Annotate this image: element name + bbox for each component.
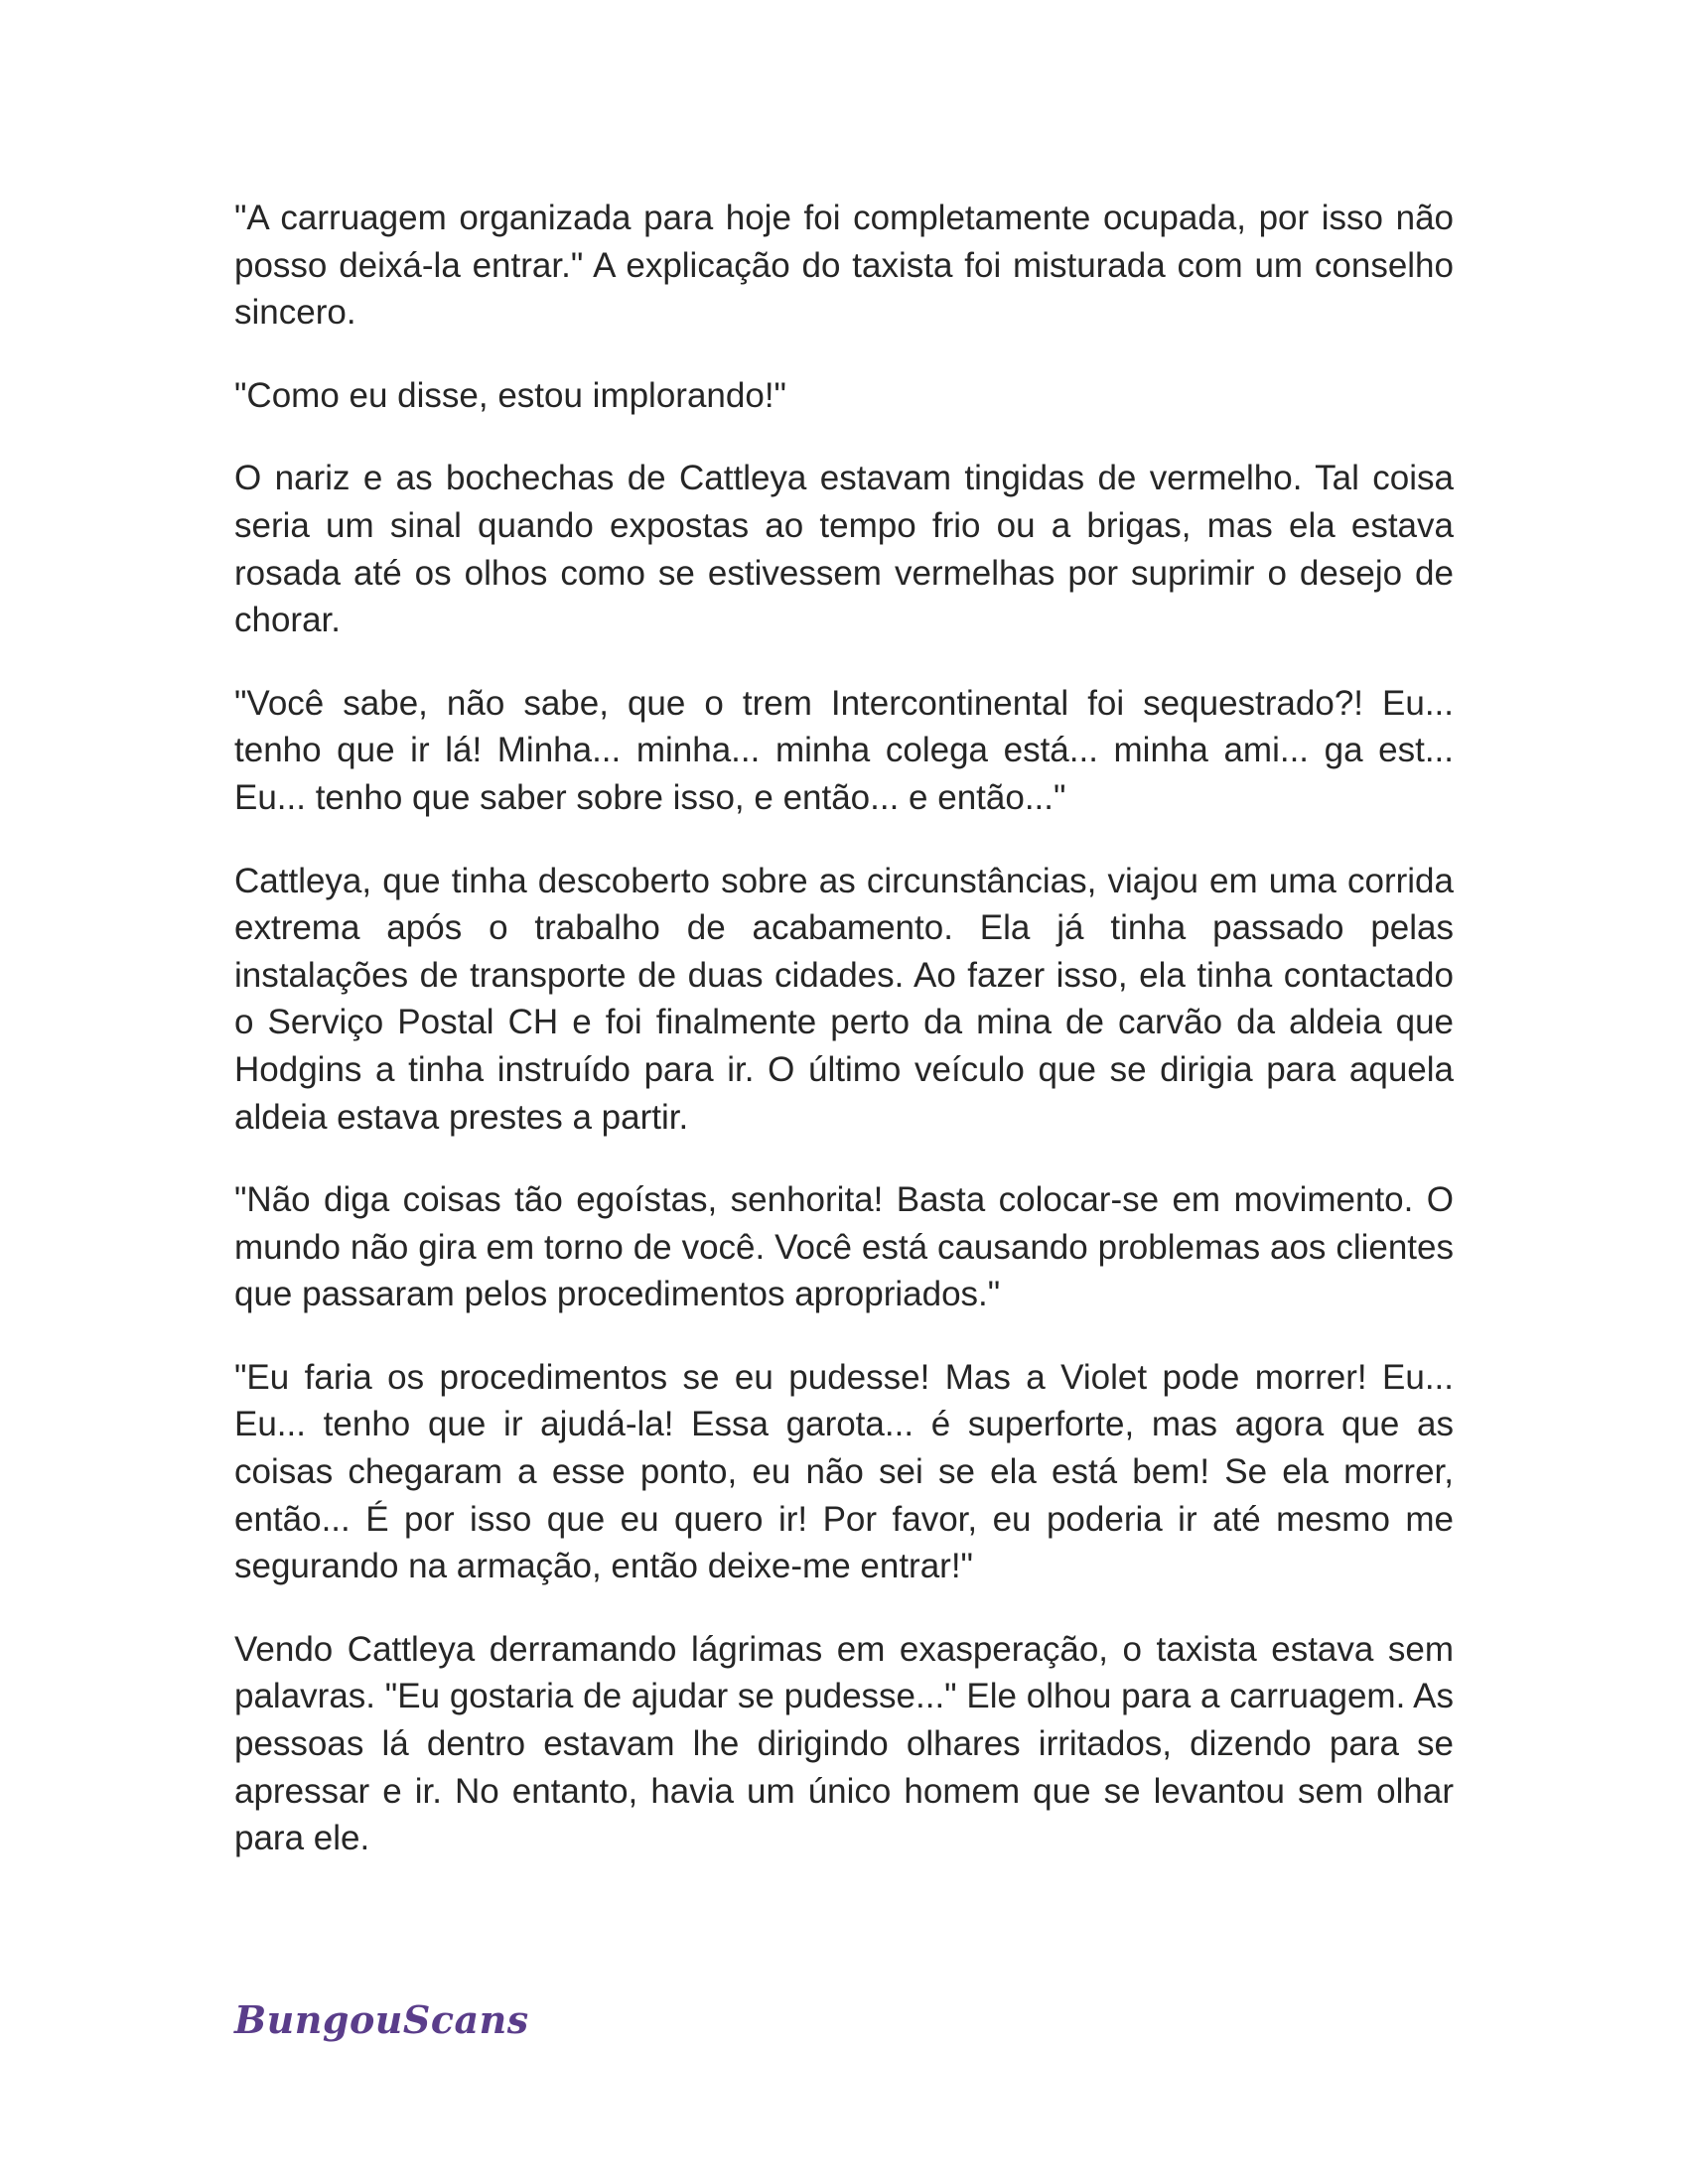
paragraph-2: "Como eu disse, estou implorando!" xyxy=(234,375,786,415)
paragraph-1: "A carruagem organizada para hoje foi completamente ocupada, por isso não posso deixá-la entrar." A explicação do taxista foi misturada com um conselho sincero. xyxy=(234,199,1454,333)
footer-logo: BungouScans xyxy=(234,1997,529,2042)
paragraph-6: "Não diga coisas tão egoístas, senhorita! Basta colocar-se em movimento. O mundo não gira em torno de você. Você está causando problemas aos clientes que passaram pelos procedimentos apropriados." xyxy=(234,1180,1454,1314)
paragraph-4: "Você sabe, não sabe, que o trem Intercontinental foi sequestrado?! Eu... tenho que ir lá! Minha... minha... minha colega está... minha ami... ga est... Eu... tenho que saber sobre isso, e então... e então..." xyxy=(234,683,1454,817)
document-body xyxy=(234,195,1454,1898)
paragraph-7: "Eu faria os procedimentos se eu pudesse! Mas a Violet pode morrer! Eu... Eu... tenho que ir ajudá-la! Essa garota... é superforte, mas agora que as coisas chegaram a esse ponto, eu não sei se ela está bem! Se ela morrer, então... É por isso que eu quero ir! Por favor, eu poderia ir até mesmo me segurando na armação, então deixe-me entrar!" xyxy=(234,1357,1454,1586)
paragraph-5: Cattleya, que tinha descoberto sobre as circunstâncias, viajou em uma corrida extrema após o trabalho de acabamento. Ela já tinha passado pelas instalações de transporte de duas cidades. Ao fazer isso, ela tinha contactado o Serviço Postal CH e foi finalmente perto da mina de carvão da aldeia que Hodgins a tinha instruído para ir. O último veículo que se dirigia para aquela aldeia estava prestes a partir. xyxy=(234,861,1454,1137)
paragraph-8: Vendo Cattleya derramando lágrimas em exasperação, o taxista estava sem palavras. "Eu gostaria de ajudar se pudesse..." Ele olhou para a carruagem. As pessoas lá dentro estavam lhe dirigindo olhares irritados, dizendo para se apressar e ir. No entanto, havia um único homem que se levantou sem olhar para ele. xyxy=(234,1629,1454,1858)
paragraph-3: O nariz e as bochechas de Cattleya estavam tingidas de vermelho. Tal coisa seria um sinal quando expostas ao tempo frio ou a brigas, mas ela estava rosada até os olhos como se estivessem vermelhas por suprimir o desejo de chorar. xyxy=(234,459,1454,640)
